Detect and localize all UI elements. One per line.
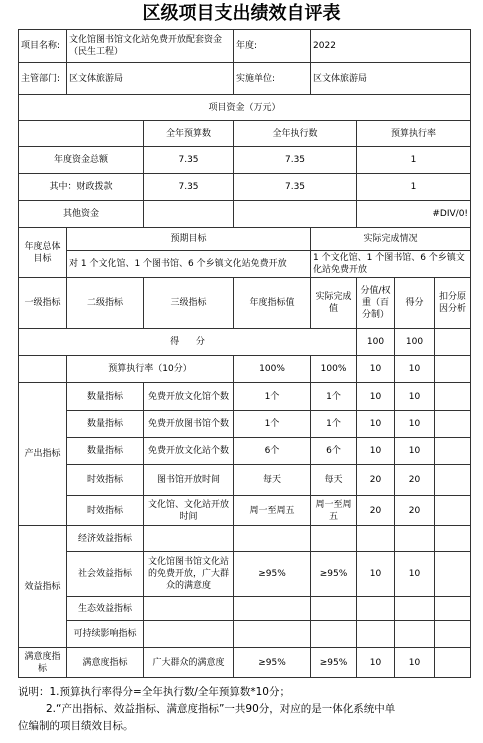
indicator-header-row xyxy=(19,278,471,329)
benefit-label: 效益指标 xyxy=(19,526,67,648)
level2-header: 二级指标 xyxy=(67,278,144,329)
target-cell: 1个 xyxy=(234,383,311,411)
level2-cell: 时效指标 xyxy=(67,465,144,496)
funds-rate: 1 xyxy=(357,147,471,174)
budget-weight: 10 xyxy=(357,356,395,383)
reason-cell xyxy=(435,526,471,552)
indicator-row xyxy=(19,648,471,678)
total-reason xyxy=(435,329,471,356)
output-label: 产出指标 xyxy=(19,383,67,526)
reason-cell xyxy=(435,648,471,678)
funds-exec xyxy=(234,201,357,228)
level2-cell: 满意度指标 xyxy=(67,648,144,678)
funds-row xyxy=(19,147,471,174)
note-line: 2.“产出指标、效益指标、满意度指标”一共90分，对应的是一体化系统中单 xyxy=(46,703,396,715)
weight-cell: 20 xyxy=(357,496,395,526)
reason-cell xyxy=(435,496,471,526)
goals-header-row xyxy=(19,228,471,251)
level3-cell: 图书馆开放时间 xyxy=(144,465,234,496)
reason-cell xyxy=(435,597,471,621)
weight-cell: 10 xyxy=(357,648,395,678)
reason-cell xyxy=(435,438,471,465)
actual-cell: 周一至周五 xyxy=(311,496,357,526)
level3-cell: 文化馆图书馆文化站的免费开放，广大群众的满意度 xyxy=(144,552,234,597)
target-cell xyxy=(234,621,311,648)
funds-label: 其中：财政拨款 xyxy=(19,174,144,201)
weight-cell: 10 xyxy=(357,383,395,411)
actual-cell: 6个 xyxy=(311,438,357,465)
target-cell: ≥95% xyxy=(234,552,311,597)
budget-target: 100% xyxy=(234,356,311,383)
funds-rate: #DIV/0! xyxy=(357,201,471,228)
level2-cell: 社会效益指标 xyxy=(67,552,144,597)
reason-header: 扣分原因分析 xyxy=(435,278,471,329)
indicator-row xyxy=(19,526,471,552)
score-cell: 10 xyxy=(395,648,435,678)
page-title: 区级项目支出绩效自评表 xyxy=(142,3,341,24)
budget-score: 10 xyxy=(395,356,435,383)
level3-cell: 文化馆、文化站开放时间 xyxy=(144,496,234,526)
actual-goal: 1 个文化馆、1 个图书馆、6 个乡镇文化站免费开放 xyxy=(311,251,471,278)
goals-content-row xyxy=(19,251,471,278)
total-score-row xyxy=(19,329,471,356)
note-line: 位编制的项目绩效目标。 xyxy=(18,720,134,732)
project-name-label: 项目名称: xyxy=(19,30,67,63)
score-cell: 10 xyxy=(395,383,435,411)
weight-cell xyxy=(357,526,395,552)
funds-rate: 1 xyxy=(357,174,471,201)
funds-header: 项目资金（万元） xyxy=(19,95,471,121)
funds-exec: 7.35 xyxy=(234,174,357,201)
target-cell: ≥95% xyxy=(234,648,311,678)
funds-exec: 7.35 xyxy=(234,147,357,174)
actual-cell xyxy=(311,597,357,621)
indicator-row xyxy=(19,438,471,465)
reason-cell xyxy=(435,465,471,496)
level3-header: 三级指标 xyxy=(144,278,234,329)
target-cell: 6个 xyxy=(234,438,311,465)
actual-cell xyxy=(311,526,357,552)
year-value: 2022 xyxy=(311,30,471,63)
level3-cell: 广大群众的满意度 xyxy=(144,648,234,678)
target-cell: 1个 xyxy=(234,411,311,438)
budget-reason xyxy=(435,356,471,383)
target-cell: 周一至周五 xyxy=(234,496,311,526)
project-name-value: 文化馆图书馆文化站免费开放配套资金（民生工程） xyxy=(67,30,234,63)
actual-cell: 1个 xyxy=(311,383,357,411)
funds-header-row xyxy=(19,95,471,121)
weight-header: 分值/权重（百分制） xyxy=(357,278,395,329)
score-cell: 10 xyxy=(395,552,435,597)
evaluation-table xyxy=(18,29,471,678)
weight-cell: 10 xyxy=(357,411,395,438)
year-label: 年度: xyxy=(234,30,311,63)
score-cell xyxy=(395,526,435,552)
level1-header: 一级指标 xyxy=(19,278,67,329)
score-cell xyxy=(395,621,435,648)
weight-cell: 10 xyxy=(357,438,395,465)
goals-label: 年度总体目标 xyxy=(19,228,67,278)
funds-budget: 7.35 xyxy=(144,147,234,174)
indicator-row xyxy=(19,383,471,411)
level2-cell: 可持续影响指标 xyxy=(67,621,144,648)
weight-cell: 20 xyxy=(357,465,395,496)
total-weight: 100 xyxy=(357,329,395,356)
indicator-row xyxy=(19,411,471,438)
target-header: 年度指标值 xyxy=(234,278,311,329)
dept-label: 主管部门: xyxy=(19,63,67,95)
level2-cell: 数量指标 xyxy=(67,438,144,465)
actual-cell: ≥95% xyxy=(311,648,357,678)
level3-cell: 免费开放文化馆个数 xyxy=(144,383,234,411)
actual-cell: ≥95% xyxy=(311,552,357,597)
budget-blank xyxy=(19,356,67,383)
total-score-label: 得 分 xyxy=(19,329,357,356)
reason-cell xyxy=(435,552,471,597)
expected-header: 预期目标 xyxy=(67,228,311,251)
actual-cell: 每天 xyxy=(311,465,357,496)
target-cell xyxy=(234,597,311,621)
actual-value-header: 实际完成值 xyxy=(311,278,357,329)
reason-cell xyxy=(435,411,471,438)
expected-goal: 对 1 个文化馆、1 个图书馆、6 个乡镇文化站免费开放 xyxy=(67,251,311,278)
level2-cell: 时效指标 xyxy=(67,496,144,526)
level2-cell: 数量指标 xyxy=(67,383,144,411)
dept-row xyxy=(19,63,471,95)
score-header: 得分 xyxy=(395,278,435,329)
note-line: 说明：1.预算执行率得分=全年执行数/全年预算数*10分； xyxy=(18,686,290,698)
project-row xyxy=(19,30,471,63)
level2-cell: 生态效益指标 xyxy=(67,597,144,621)
level2-cell: 数量指标 xyxy=(67,411,144,438)
target-cell xyxy=(234,526,311,552)
level3-cell: 免费开放文化站个数 xyxy=(144,438,234,465)
score-cell: 10 xyxy=(395,438,435,465)
score-cell xyxy=(395,597,435,621)
total-score: 100 xyxy=(395,329,435,356)
notes xyxy=(18,684,478,735)
score-cell: 10 xyxy=(395,411,435,438)
funds-row xyxy=(19,174,471,201)
funds-blank xyxy=(19,121,144,147)
target-cell: 每天 xyxy=(234,465,311,496)
impl-value: 区文体旅游局 xyxy=(311,63,471,95)
funds-budget: 7.35 xyxy=(144,174,234,201)
impl-label: 实施单位: xyxy=(234,63,311,95)
funds-label: 年度资金总额 xyxy=(19,147,144,174)
score-cell: 20 xyxy=(395,496,435,526)
reason-cell xyxy=(435,621,471,648)
indicator-row xyxy=(19,496,471,526)
budget-label: 预算执行率（10分） xyxy=(67,356,234,383)
actual-header: 实际完成情况 xyxy=(311,228,471,251)
actual-cell xyxy=(311,621,357,648)
level3-cell xyxy=(144,621,234,648)
reason-cell xyxy=(435,383,471,411)
weight-cell xyxy=(357,597,395,621)
funds-cols-row xyxy=(19,121,471,147)
budget-actual: 100% xyxy=(311,356,357,383)
level3-cell xyxy=(144,597,234,621)
level3-cell xyxy=(144,526,234,552)
funds-row xyxy=(19,201,471,228)
col-exec: 全年执行数 xyxy=(234,121,357,147)
score-cell: 20 xyxy=(395,465,435,496)
indicator-row xyxy=(19,597,471,621)
weight-cell xyxy=(357,621,395,648)
indicator-row xyxy=(19,465,471,496)
col-rate: 预算执行率 xyxy=(357,121,471,147)
dept-value: 区文体旅游局 xyxy=(67,63,234,95)
level3-cell: 免费开放图书馆个数 xyxy=(144,411,234,438)
actual-cell: 1个 xyxy=(311,411,357,438)
col-budget: 全年预算数 xyxy=(144,121,234,147)
indicator-row xyxy=(19,621,471,648)
indicator-row xyxy=(19,552,471,597)
funds-label: 其他资金 xyxy=(19,201,144,228)
funds-budget xyxy=(144,201,234,228)
satisfaction-label: 满意度指标 xyxy=(19,648,67,678)
budget-row xyxy=(19,356,471,383)
weight-cell: 10 xyxy=(357,552,395,597)
level2-cell: 经济效益指标 xyxy=(67,526,144,552)
